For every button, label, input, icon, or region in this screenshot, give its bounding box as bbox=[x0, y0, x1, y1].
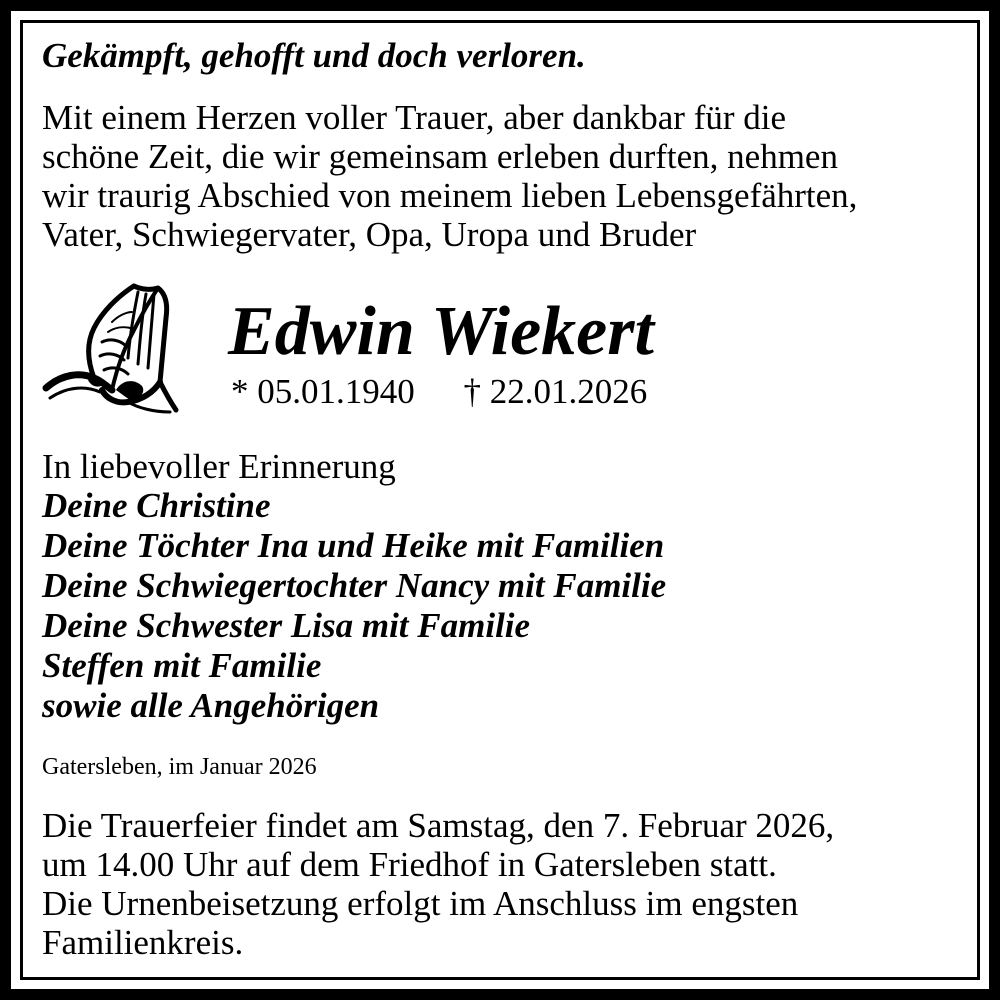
intro-line: schöne Zeit, die wir gemeinsam erleben durften, nehmen bbox=[42, 137, 838, 176]
motto-heading: Gekämpft, gehofft und doch verloren. bbox=[42, 36, 586, 75]
mourner-entry: Deine Christine bbox=[42, 486, 271, 525]
ceremony-line: Die Urnenbeisetzung erfolgt im Anschluss im engsten bbox=[42, 884, 799, 923]
deceased-name: Edwin Wiekert bbox=[228, 293, 654, 370]
ceremony-line: Familienkreis. bbox=[42, 923, 244, 962]
birth-date: * 05.01.1940 bbox=[231, 372, 415, 411]
ceremony-info bbox=[42, 806, 972, 962]
mourner-entry: Steffen mit Familie bbox=[42, 646, 322, 685]
place-and-date: Gatersleben, im Januar 2026 bbox=[42, 754, 317, 780]
intro-line: Mit einem Herzen voller Trauer, aber dankbar für die bbox=[42, 98, 787, 137]
ceremony-line: um 14.00 Uhr auf dem Friedhof in Gatersleben statt. bbox=[42, 845, 777, 884]
death-date: † 22.01.2026 bbox=[463, 372, 648, 411]
praying-hands-icon bbox=[42, 282, 180, 416]
mourner-entry: Deine Schwester Lisa mit Familie bbox=[42, 606, 531, 645]
ceremony-line: Die Trauerfeier findet am Samstag, den 7. Februar 2026, bbox=[42, 806, 835, 845]
intro-text bbox=[42, 98, 972, 254]
mourners-list bbox=[42, 486, 666, 726]
intro-line: Vater, Schwiegervater, Opa, Uropa und Bruder bbox=[42, 215, 697, 254]
mourner-entry: Deine Töchter Ina und Heike mit Familien bbox=[42, 526, 665, 565]
mourner-entry: Deine Schwiegertochter Nancy mit Familie bbox=[42, 566, 667, 605]
life-dates bbox=[231, 372, 647, 412]
intro-line: wir traurig Abschied von meinem lieben Lebensgefährten, bbox=[42, 176, 858, 215]
mourner-entry: sowie alle Angehörigen bbox=[42, 686, 380, 725]
memory-line: In liebevoller Erinnerung bbox=[42, 447, 396, 486]
